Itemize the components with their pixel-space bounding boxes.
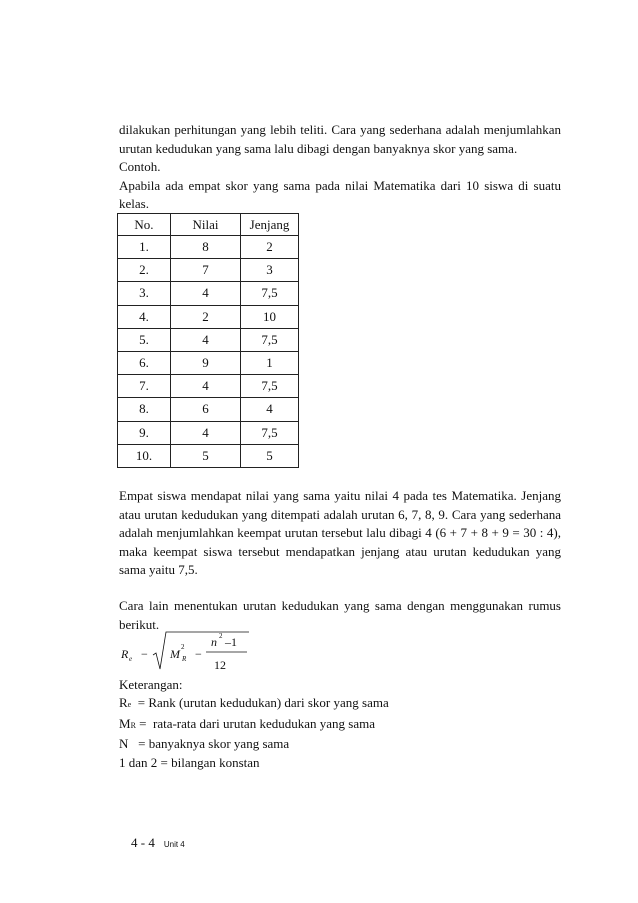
table-row xyxy=(118,421,299,444)
method-line-2: berikut. xyxy=(119,616,160,632)
table-row xyxy=(118,259,299,282)
formula-denominator: 12 xyxy=(214,658,226,672)
table-row xyxy=(118,375,299,398)
cell-jenjang: 4 xyxy=(241,398,299,421)
cell-no: 2. xyxy=(118,259,171,282)
table-header-row xyxy=(118,214,299,236)
cell-jenjang: 1 xyxy=(241,351,299,374)
cell-nilai: 4 xyxy=(171,282,241,305)
formula-minus-1: − xyxy=(141,647,148,661)
explanation-line-1: Empat siswa mendapat nilai yang sama yaitu nilai 4 pada tes Matematika. Jenjang xyxy=(119,488,561,503)
cell-no: 8. xyxy=(118,398,171,421)
cell-no: 1. xyxy=(118,236,171,259)
keterangan-mr xyxy=(119,715,389,735)
cell-jenjang: 10 xyxy=(241,305,299,328)
table-row xyxy=(118,282,299,305)
intro-line-4: Apabila ada empat skor yang sama pada nilai Matematika dari 10 siswa di suatu xyxy=(119,177,561,193)
formula-n-sup: 2 xyxy=(219,632,223,640)
formula-m-sup: 2 xyxy=(181,643,185,651)
tie-rank-formula xyxy=(119,629,249,673)
table-row xyxy=(118,444,299,467)
cell-jenjang: 7,5 xyxy=(241,421,299,444)
cell-nilai: 6 xyxy=(171,398,241,421)
page-footer xyxy=(131,835,185,851)
explanation-line-3: adalah menjumlahkan keempat urutan tersebut lalu dibagi 4 (6 + 7 + 8 + 9 = 30 : 4), xyxy=(119,525,561,541)
keterangan-title: Keterangan: xyxy=(119,677,183,692)
rank-table xyxy=(117,213,299,468)
intro-paragraph xyxy=(119,121,561,214)
cell-nilai: 4 xyxy=(171,375,241,398)
table-row xyxy=(118,398,299,421)
header-nilai: Nilai xyxy=(171,214,241,236)
cell-jenjang: 7,5 xyxy=(241,282,299,305)
cell-no: 9. xyxy=(118,421,171,444)
cell-jenjang: 3 xyxy=(241,259,299,282)
cell-nilai: 2 xyxy=(171,305,241,328)
cell-no: 7. xyxy=(118,375,171,398)
cell-jenjang: 5 xyxy=(241,444,299,467)
explanation-paragraph xyxy=(119,487,561,580)
unit-label: Unit 4 xyxy=(163,840,185,849)
cell-nilai: 4 xyxy=(171,421,241,444)
formula-r-sub: e xyxy=(129,655,133,663)
formula-m: M xyxy=(170,647,180,661)
cell-jenjang: 2 xyxy=(241,236,299,259)
page-number: 4 - 4 xyxy=(131,835,155,850)
re-sub: e xyxy=(127,700,132,710)
cell-no: 6. xyxy=(118,351,171,374)
cell-no: 3. xyxy=(118,282,171,305)
header-no: No. xyxy=(118,214,171,236)
cell-no: 10. xyxy=(118,444,171,467)
intro-line-3: Contoh. xyxy=(119,159,161,175)
explanation-line-2: atau urutan kedudukan yang ditempati adalah urutan 6, 7, 8, 9. Cara yang sederhana xyxy=(119,506,561,522)
re-text: = Rank (urutan kedudukan) dari skor yang sama xyxy=(131,695,389,711)
table-row xyxy=(118,328,299,351)
formula-minus-one: –1 xyxy=(225,635,237,649)
mr-text: = rata-rata dari urutan kedudukan yang sama xyxy=(135,715,375,731)
explanation-line-4: maka keempat siswa tersebut mendapatkan jenjang atau urutan kedudukan yang xyxy=(119,543,561,559)
keterangan-block xyxy=(119,676,389,772)
cell-no: 5. xyxy=(118,328,171,351)
intro-line-1: dilakukan perhitungan yang lebih teliti. Cara yang sederhana adalah menjumlahkan xyxy=(119,122,561,137)
mr-symbol: M xyxy=(119,715,131,731)
keterangan-n: N = banyaknya skor yang sama xyxy=(119,736,290,752)
formula-m-sub: R xyxy=(182,655,187,663)
table-row xyxy=(118,236,299,259)
cell-nilai: 4 xyxy=(171,328,241,351)
cell-nilai: 5 xyxy=(171,444,241,467)
intro-line-2: urutan kedudukan yang sama lalu dibagi dengan banyaknya skor yang sama. xyxy=(119,140,518,156)
cell-jenjang: 7,5 xyxy=(241,375,299,398)
keterangan-re xyxy=(119,694,389,714)
formula-r: R xyxy=(121,647,129,661)
method-line-1: Cara lain menentukan urutan kedudukan yang sama dengan menggunakan rumus xyxy=(119,598,561,613)
keterangan-constant: 1 dan 2 = bilangan konstan xyxy=(119,754,260,770)
table-row xyxy=(118,305,299,328)
cell-no: 4. xyxy=(118,305,171,328)
re-symbol: R xyxy=(119,695,128,711)
cell-nilai: 7 xyxy=(171,259,241,282)
formula-minus-2: − xyxy=(195,647,202,661)
cell-nilai: 8 xyxy=(171,236,241,259)
formula-n: n xyxy=(211,635,217,649)
explanation-line-5: sama yaitu 7,5. xyxy=(119,562,198,578)
mr-sub: R xyxy=(130,720,136,730)
intro-line-5: kelas. xyxy=(119,196,149,212)
cell-nilai: 9 xyxy=(171,351,241,374)
header-jenjang: Jenjang xyxy=(241,214,299,236)
cell-jenjang: 7,5 xyxy=(241,328,299,351)
table-row xyxy=(118,351,299,374)
